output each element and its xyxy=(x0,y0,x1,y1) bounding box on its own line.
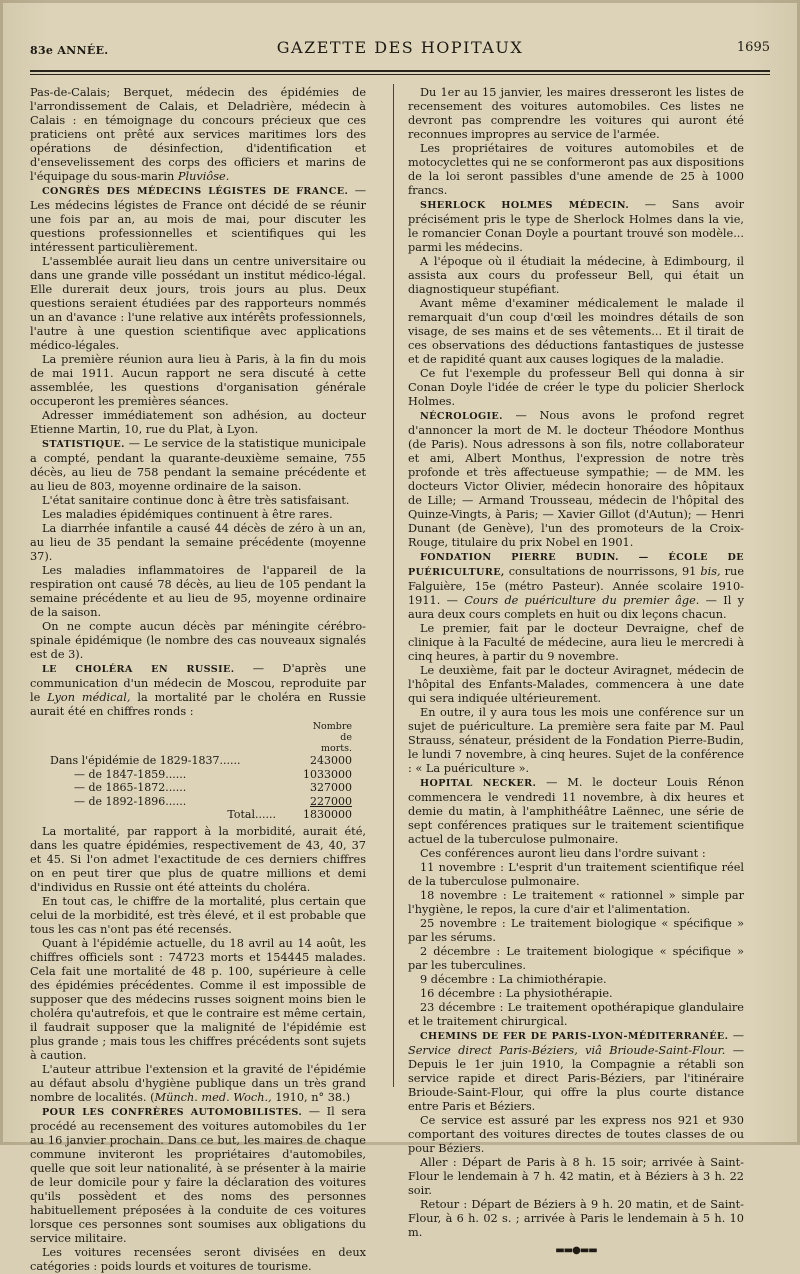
article-fondation-budin: FONDATION PIERRE BUDIN. — ÉCOLE DE PUÉRICULTURE, consultations de nourrissons, 91 bis, rue Falguière, 15e (métro Pasteur). Année scolaire 1910-1911. — Cours de puériculture du premier âge. — Il y aura deux cours complets en huit ou dix leçons chacun. xyxy=(408,552,745,621)
section-heading: HOPITAL NECKER. xyxy=(420,778,537,789)
right-column xyxy=(408,86,744,1258)
column-divider xyxy=(393,84,394,1087)
page-number: 1695 xyxy=(736,40,770,55)
journal-title: GAZETTE DES HOPITAUX xyxy=(276,38,524,57)
paragraph: La mortalité, par rapport à la morbidité, aurait été, dans les quatre épidémies, respectivement de 43, 40, 37 et 45. Si l'on admet l'exactitude de ces derniers chiffres on en peut tirer que plus de quatre millions et demi d'individus en Russie ont été atteints du choléra. xyxy=(30,824,366,894)
list-item: 18 novembre : Le traitement « rationnel » simple par l'hygiène, le repos, la cure d'air et l'alimentation. xyxy=(408,889,744,916)
paragraph: L'assemblée aurait lieu dans un centre universitaire ou dans une grande ville possédant un institut médico-légal. Elle durerait deux jours, trois jours au plus. Deux questions seraient étudiées par des rapporteurs nommés un an d'avance : l'une relative aux intérêts professionnels, l'autre à une question scientifique avec applications médico-légales. xyxy=(30,255,366,352)
header-rule-thin xyxy=(30,74,770,75)
section-heading: POUR LES CONFRÈRES AUTOMOBILISTES. xyxy=(42,1106,303,1118)
page-header xyxy=(30,38,770,60)
list-item: 2 décembre : Le traitement biologique « spécifique » par les tuberculines. xyxy=(408,945,744,972)
table-row: Dans l'épidémie de 1829-1837...... 243000 xyxy=(50,754,352,767)
article-chemins-de-fer: CHEMINS DE FER DE PARIS-LYON-MÉDITERRANÉE. — Service direct Paris-Béziers, viâ Brioude-Saint-Flour. — Depuis le 1er juin 1910, la Compagnie a rétabli son service rapide et direct Paris-Béziers, par l'itinéraire Brioude-Saint-Flour, qui offre la plus courte distance entre Paris et Béziers. xyxy=(408,1029,744,1113)
paragraph: Ce fut l'exemple du professeur Bell qui donna à sir Conan Doyle l'idée de créer le type du policier Sherlock Holmes. xyxy=(408,367,744,408)
paragraph: L'état sanitaire continue donc à être très satisfaisant. xyxy=(42,494,350,507)
section-heading: NÉCROLOGIE. xyxy=(420,411,503,422)
paragraph: Les maladies épidémiques continuent à être rares. xyxy=(42,508,333,521)
article-hopital-necker: HOPITAL NECKER. — M. le docteur Louis Rénon commencera le vendredi 11 novembre, à dix heures et demie du matin, à l'amphithéâtre Laënnec, une série de sept conférences pratiques sur le traitement scientifique actuel de la tuberculose pulmonaire. xyxy=(408,776,745,846)
paragraph: Ces conférences auront lieu dans l'ordre suivant : xyxy=(420,847,706,860)
table-column-header: Nombre de morts. xyxy=(312,721,352,754)
article-automobilistes: POUR LES CONFRÈRES AUTOMOBILISTES. — Il sera procédé au recensement des voitures automobiles du 1er au 16 janvier prochain. Dans ce but, les maires de chaque commune inviteront les propriétaires d'automobiles, quelle que soit leur nationalité, à se présenter à la mairie de leur domicile pour y faire la déclaration des voitures qu'ils possèdent et des noms des personnes habituellement préposées à la conduite de ces voitures lorsque ces personnes sont soumises aux obligations du service militaire. xyxy=(30,1104,366,1245)
section-heading: FONDATION PIERRE BUDIN. — ÉCOLE DE PUÉRICULTURE, xyxy=(408,552,744,578)
paragraph: Les maladies inflammatoires de l'appareil de la respiration ont causé 78 décès, au lieu de 105 pendant la semaine précédente et au lieu de 95, moyenne ordinaire de la saison. xyxy=(30,564,366,619)
table-row: — de 1847-1859...... 1033000 xyxy=(74,767,352,781)
paragraph: Retour : Départ de Béziers à 9 h. 20 matin, et de Saint-Flour, à 6 h. 02 s. ; arrivée à Paris le lendemain à 5 h. 10 m. xyxy=(408,1198,744,1239)
paragraph: Avant même d'examiner médicalement le malade il remarquait d'un coup d'œil les moindres détails de son visage, de ses mains et de ses vêtements... Et il tirait de ces observations des déductions fantastiques de justesse et de rapidité quant aux causes logiques de la maladie. xyxy=(408,297,744,366)
paragraph: Adresser immédiatement son adhésion, au docteur Etienne Martin, 10, rue du Plat, à Lyon. xyxy=(30,409,366,436)
paragraph: En outre, il y aura tous les mois une conférence sur un sujet de puériculture. La première sera faite par M. Paul Strauss, sénateur, président de la Fondation Pierre-Budin, le lundi 7 novembre, à cinq heures. Sujet de la conférence : « La puériculture ». xyxy=(408,706,744,775)
article-necrologie: NÉCROLOGIE. — Nous avons le profond regret d'annoncer la mort de M. le docteur Théodore Monthus (de Paris). Nous adressons à son fils, notre collaborateur et ami, Albert Monthus, l'expression de notre très profonde et très affectueuse sympathie; — de MM. les docteurs Victor Olivier, médecin honoraire des hôpitaux de Lille; — Armand Trousseau, médecin de l'hôpital des Quinze-Vingts, à Paris; — Xavier Gillot (d'Autun); — Henri Dunant (de Genève), l'un des promoteurs de la Croix-Rouge, titulaire du prix Nobel en 1901. xyxy=(408,409,744,549)
paragraph: En tout cas, le chiffre de la mortalité, plus certain que celui de la morbidité, est très élevé, et il est probable que tous les cas n'ont pas été recensés. xyxy=(30,894,366,936)
section-heading: STATISTIQUE. xyxy=(42,439,125,450)
end-ornament: ▬▬●▬▬ xyxy=(555,1245,597,1256)
article-statistique: STATISTIQUE. — Le service de la statistique municipale a compté, pendant la quarante-deuxième semaine, 755 décès, au lieu de 758 pendant la semaine précédente et au lieu de 803, moyenne ordinaire de la saison. xyxy=(30,437,366,493)
paragraph: Les voitures recensées seront divisées en deux catégories : poids lourds et voitures de tourisme. xyxy=(30,1245,366,1273)
cholera-mortality-table xyxy=(30,721,366,822)
paragraph: Le deuxième, fait par le docteur Aviragnet, médecin de l'hôpital des Enfants-Malades, commencera à une date qui sera indiquée ultérieurement. xyxy=(408,664,744,705)
paragraph: On ne compte aucun décès par méningite cérébro-spinale épidémique (le nombre des cas nouveaux signalés est de 3). xyxy=(30,620,366,661)
list-item: 25 novembre : Le traitement biologique « spécifique » par les sérums. xyxy=(408,917,744,944)
paragraph: Le premier, fait par le docteur Devraigne, chef de clinique à la Faculté de médecine, aura lieu le mercredi à cinq heures, à partir du 9 novembre. xyxy=(408,622,744,663)
table-row: — de 1865-1872...... 327000 xyxy=(74,781,352,794)
list-item: 9 décembre : La chimiothérapie. xyxy=(420,973,607,986)
list-item: 16 décembre : La physiothérapie. xyxy=(420,987,613,1000)
paragraph: Du 1er au 15 janvier, les maires dresseront les listes de recensement des voitures automobiles. Ces listes ne devront pas comprendre les voitures qui auront été reconnues impropres au service de l'armée. xyxy=(408,86,744,141)
left-column xyxy=(30,86,366,1274)
section-heading: CONGRÈS DES MÉDECINS LÉGISTES DE FRANCE. xyxy=(42,186,349,197)
paragraph: Les propriétaires de voitures automobiles et de motocyclettes qui ne se conformeront pas aux dispositions de la loi seront passibles d'une amende de 25 à 1000 francs. xyxy=(408,142,744,197)
paragraph: Ce service est assuré par les express nos 921 et 930 comportant des voitures directes de toutes classes de ou pour Béziers. xyxy=(408,1114,744,1155)
table-total-row: Total...... 1830000 xyxy=(227,808,352,821)
paragraph: Aller : Départ de Paris à 8 h. 15 soir; arrivée à Saint-Flour le lendemain à 7 h. 42 matin, et à Béziers à 3 h. 22 soir. xyxy=(408,1156,744,1197)
paragraph: La diarrhée infantile a causé 44 décès de zéro à un an, au lieu de 35 pendant la semaine précédente (moyenne 37). xyxy=(30,522,366,563)
header-rule-thick xyxy=(30,70,770,72)
paragraph: L'auteur attribue l'extension et la gravité de l'épidémie au défaut absolu d'hygiène publique dans un très grand nombre de localités. (Münch. med. Woch., 1910, n° 38.) xyxy=(30,1062,366,1104)
section-heading: LE CHOLÉRA EN RUSSIE. xyxy=(42,664,235,675)
issue-label: 83e ANNÉE. xyxy=(30,44,109,57)
article-sherlock: SHERLOCK HOLMES MÉDECIN. — Sans avoir précisément pris le type de Sherlock Holmes dans la vie, le romancier Conan Doyle a pourtant trouvé son modèle... parmi les médecins. xyxy=(408,198,744,254)
paragraph: Quant à l'épidémie actuelle, du 18 avril au 14 août, les chiffres officiels sont : 74723 morts et 154445 malades. Cela fait une mortalité de 48 p. 100, supérieure à celle des épidémies précédentes. Comme il est impossible de supposer que des médecins russes soignent moins bien le choléra qu'autrefois, et que le contraire est même certain, il faudrait supposer que la malignité de l'épidémie est plus grande ; mais tous les chiffres précédents sont sujets à caution. xyxy=(30,936,366,1062)
section-heading: CHEMINS DE FER DE PARIS-LYON-MÉDITERRANÉE. xyxy=(420,1031,729,1042)
paragraph: La première réunion aura lieu à Paris, à la fin du mois de mai 1911. Aucun rapport ne sera discuté à cette assemblée, les questions d'organisation générale occuperont les premières séances. xyxy=(30,353,366,408)
section-heading: SHERLOCK HOLMES MÉDECIN. xyxy=(420,200,630,211)
article-cholera: LE CHOLÉRA EN RUSSIE. — D'après une communication d'un médecin de Moscou, reproduite par le Lyon médical, la mortalité par le choléra en Russie aurait été en chiffres ronds : xyxy=(30,662,366,718)
article-congres: CONGRÈS DES MÉDECINS LÉGISTES DE FRANCE. — Les médecins légistes de France ont décidé de se réunir une fois par an, au mois de mai, pour discuter les questions professionnelles et scientifiques qui les intéressent particulièrement. xyxy=(30,184,366,254)
table-row: — de 1892-1896...... 227000 xyxy=(74,794,352,808)
list-item: 11 novembre : L'esprit d'un traitement scientifique réel de la tuberculose pulmonaire. xyxy=(408,861,744,888)
list-item: 23 décembre : Le traitement opothérapique glandulaire et le traitement chirurgical. xyxy=(408,1001,744,1028)
paragraph: A l'époque où il étudiait la médecine, à Edimbourg, il assista aux cours du professeur Bell, qui était un diagnostiqueur stupéfiant. xyxy=(408,255,744,296)
paragraph: Pas-de-Calais; Berquet, médecin des épidémies de l'arrondissement de Calais, et Deladrière, médecin à Calais : en témoignage du concours précieux que ces praticiens ont prêté aux services maritimes lors des opérations de désinfection, d'identification et d'ensevelissement des corps des officiers et marins de l'équipage du sous-marin Pluviôse. xyxy=(30,86,366,183)
